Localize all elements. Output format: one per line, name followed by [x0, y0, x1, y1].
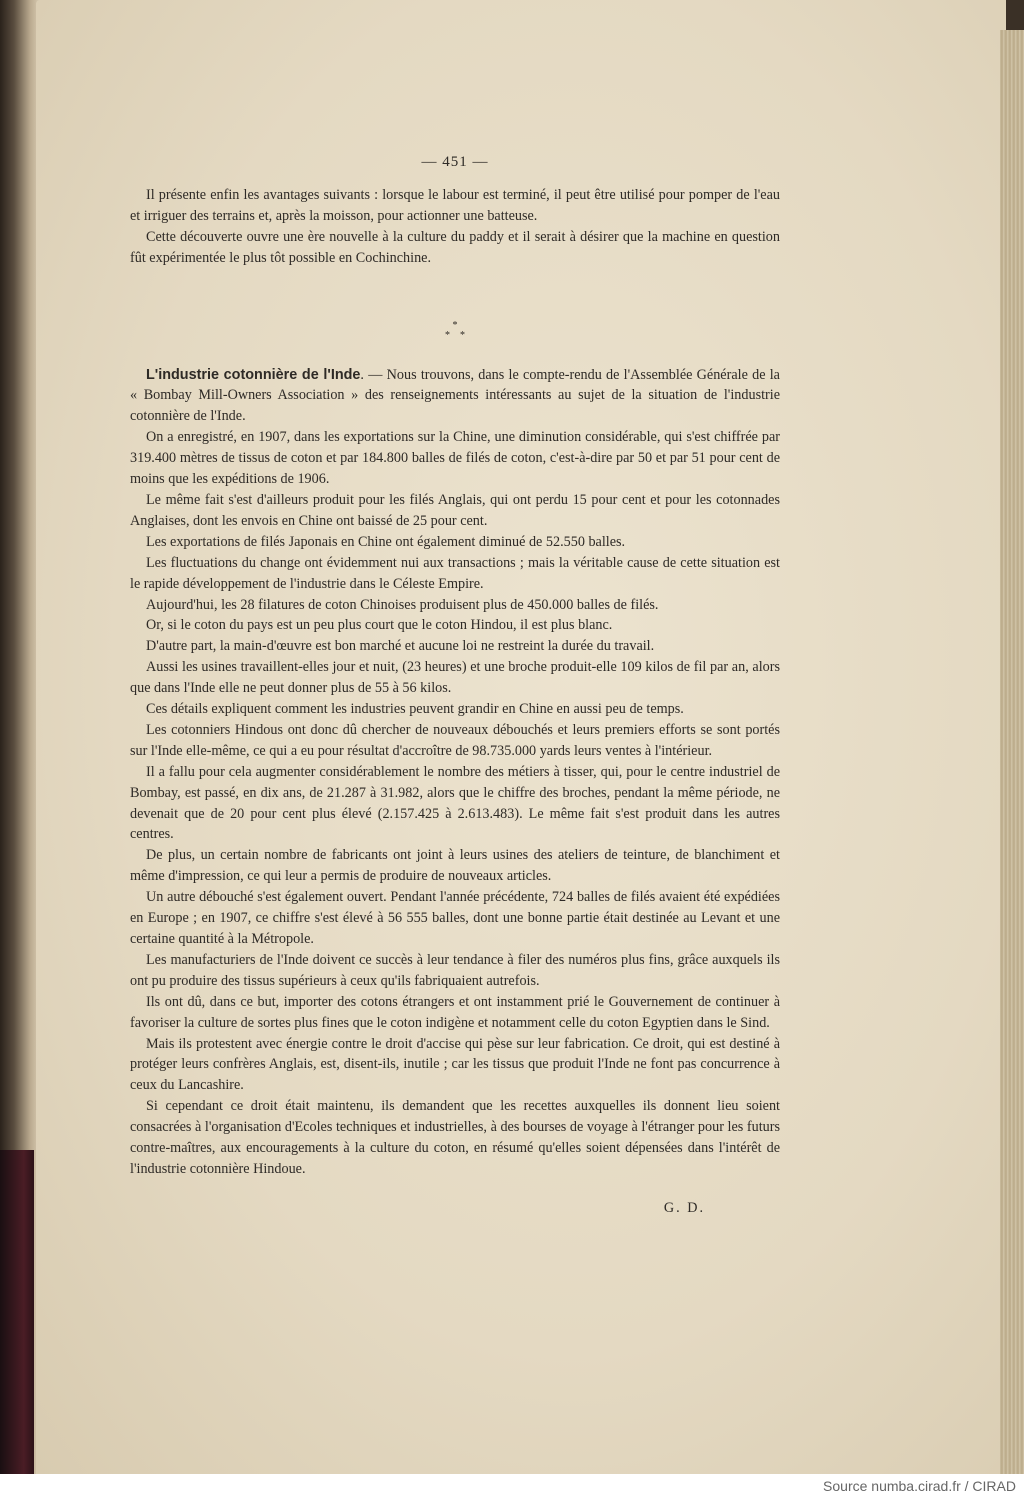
article-paragraph: Aussi les usines travaillent-elles jour et nuit, (23 heures) et une broche produit-elle 109 kilos de fil par an, alors que dans l'Inde elle ne peut donner plus de 55 à 56 kilos.	[130, 659, 780, 697]
book-binding-edge	[0, 0, 40, 1501]
separator-star-top: *	[452, 319, 458, 331]
intro-paragraph: Il présente enfin les avantages suivants : lorsque le labour est terminé, il peut être utilisé pour pomper de l'eau et irriguer des terrains et, après la moisson, pour actionner une batteuse.	[130, 186, 780, 224]
page-number: — 451 —	[421, 154, 489, 170]
author-signature: G. D.	[663, 1199, 705, 1216]
article-paragraph: On a enregistré, en 1907, dans les exportations sur la Chine, une diminution considérable, qui s'est chiffrée par 319.400 mètres de tissus de coton et par 184.800 balles de filés de coton, c'est-à-dire par 50 et par 51 pour cent de moins que les expéditions de 1906.	[130, 429, 780, 488]
page-content	[130, 152, 780, 1219]
article-paragraph: Il a fallu pour cela augmenter considérablement le nombre des métiers à tisser, qui, pour le centre industriel de Bombay, est passé, en dix ans, de 21.287 à 31.982, alors que le chiffre des broches, pendant la même période, ne devenait que de 20 pour cent plus élevé (2.157.425 à 2.613.483). Le même fait s'est produit dans les autres centres.	[130, 763, 780, 843]
article-title: L'industrie cotonnière de l'Inde	[146, 366, 361, 383]
article-lead-text: . — Nous trouvons, dans le compte-rendu de l'Assemblée Générale de la « Bombay Mill-Owners Association » des renseignements intéressants au sujet de la situation de l'industrie cotonnière de l'Inde.	[130, 366, 780, 425]
article-paragraph: Le même fait s'est d'ailleurs produit pour les filés Anglais, qui ont perdu 15 pour cent et pour les cotonnades Anglaises, dont les envois en Chine ont baissé de 25 pour cent.	[130, 491, 780, 529]
article-paragraph: Les fluctuations du change ont évidemment nui aux transactions ; mais la véritable cause de cette situation est le rapide développement de l'industrie dans le Céleste Empire.	[130, 554, 780, 592]
page-stack-edge	[1000, 30, 1024, 1474]
article-paragraph: Les manufacturiers de l'Inde doivent ce succès à leur tendance à filer des numéros plus fins, grâce auxquels ils ont pu produire des tissus supérieurs à ceux qu'ils fabriquaient autrefois.	[130, 951, 780, 989]
article-paragraph: Ces détails expliquent comment les industries peuvent grandir en Chine en aussi peu de temps.	[146, 701, 684, 718]
article-paragraph: Les exportations de filés Japonais en Chine ont également diminué de 52.550 balles.	[146, 533, 626, 550]
article-paragraph: Ils ont dû, dans ce but, importer des cotons étrangers et ont instamment prié le Gouvernement de continuer à favoriser la culture de sortes plus fines que le coton indigène et notamment celle du coton Egyptien dans le Sind.	[130, 993, 780, 1031]
intro-paragraph: Cette découverte ouvre une ère nouvelle à la culture du paddy et il serait à désirer que la machine en question fût expérimentée le plus tôt possible en Cochinchine.	[130, 228, 780, 266]
separator-stars-bottom: * *	[445, 329, 465, 341]
article-lead-paragraph	[130, 365, 780, 428]
source-credit: Source numba.cirad.fr / CIRAD	[823, 1478, 1016, 1494]
article-paragraph: Si cependant ce droit était maintenu, ils demandent que les recettes auxquelles ils donnent lieu soient consacrées à l'organisation d'Ecoles techniques et industrielles, à des bourses de voyage à l'étranger pour les futurs contre-maîtres, aux encouragements à la culture du coton, en résumé qu'elles soient dépensées dans l'intérêt de l'industrie cotonnière Hindoue.	[130, 1098, 780, 1177]
article-paragraph: Un autre débouché s'est également ouvert. Pendant l'année précédente, 724 balles de filés avaient été expédiées en Europe ; en 1907, ce chiffre s'est élevé à 56 555 balles, dont une bonne partie était destinée au Levant et une certaine quantité à la Métropole.	[130, 889, 780, 947]
article-paragraph: Or, si le coton du pays est un peu plus court que le coton Hindou, il est plus blanc.	[146, 617, 613, 634]
article-paragraph: De plus, un certain nombre de fabricants ont joint à leurs usines des ateliers de teinture, de blanchiment et même d'impression, ce qui leur a permis de produire de nouveaux articles.	[130, 847, 780, 885]
bookmark-ribbon	[0, 1150, 34, 1501]
article-paragraph: Aujourd'hui, les 28 filatures de coton Chinoises produisent plus de 450.000 balles de filés.	[146, 596, 659, 613]
article-paragraph: Les cotonniers Hindous ont donc dû chercher de nouveaux débouchés et leurs premiers efforts se sont portés sur l'Inde elle-même, ce qui a eu pour résultat d'accroître de 98.735.000 yards leurs ventes à l'intérieur.	[130, 721, 780, 759]
article-body	[130, 427, 780, 1180]
article-paragraph: D'autre part, la main-d'œuvre est bon marché et aucune loi ne restreint la durée du travail.	[146, 638, 655, 655]
article-paragraph: Mais ils protestent avec énergie contre le droit d'accise qui pèse sur leur fabrication. Ce droit, qui est destiné à protéger leurs confrères Anglais, est, disent-ils, inutile ; car les tissus que produit l'Inde ne font pas concurrence à ceux du Lancashire.	[130, 1035, 780, 1094]
section-separator	[130, 321, 780, 341]
